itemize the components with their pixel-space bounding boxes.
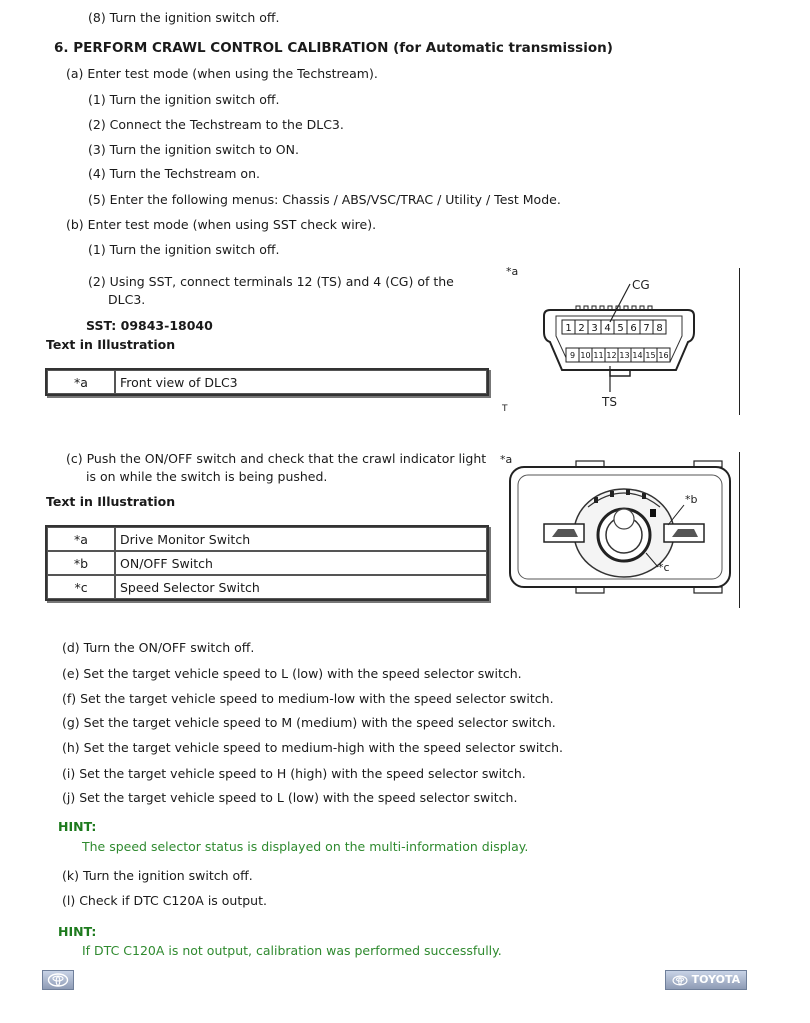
legend-table-dlc3: [45, 368, 489, 396]
label-cg: CG: [632, 278, 650, 292]
dlc3-pin-label: 3: [591, 323, 598, 334]
dlc3-connector-diagram: [498, 262, 728, 417]
legend-key: *a: [47, 527, 115, 551]
dlc3-pin-label: 10: [580, 351, 591, 360]
dlc3-pin-12: [605, 348, 618, 362]
dlc3-pin-11: [592, 348, 605, 362]
figure-marker-c: *c: [658, 561, 670, 574]
dlc3-pin-14: [631, 348, 644, 362]
dlc3-pin-label: 4: [604, 323, 611, 334]
step-text: (8) Turn the ignition switch off.: [88, 10, 280, 25]
step-c-text-cont: is on while the switch is being pushed.: [86, 469, 328, 484]
step-text: (i) Set the target vehicle speed to H (high) with the speed selector switch.: [62, 766, 526, 781]
illustration-heading: Text in Illustration: [46, 337, 176, 352]
dlc3-pin-label: 7: [643, 323, 650, 334]
legend-value: ON/OFF Switch: [115, 551, 487, 575]
dlc3-pin-13: [618, 348, 631, 362]
dlc3-pin-row-bottom: [566, 348, 670, 362]
step-a-item: (5) Enter the following menus: Chassis / ABS/VSC/TRAC / Utility / Test Mode.: [88, 192, 561, 207]
step-text: (h) Set the target vehicle speed to medium-high with the speed selector switch.: [62, 740, 563, 755]
dlc3-pin-label: 16: [658, 351, 669, 360]
step-text: (e) Set the target vehicle speed to L (low) with the speed selector switch.: [62, 666, 522, 681]
step-a-item: (4) Turn the Techstream on.: [88, 166, 260, 181]
sst-number: SST: 09843-18040: [86, 318, 213, 333]
dlc3-pin-9: [566, 348, 579, 362]
dlc3-pin-7: [640, 320, 653, 334]
toyota-label: TOYOTA: [691, 973, 741, 986]
dlc3-pin-6: [627, 320, 640, 334]
step-b-item: (1) Turn the ignition switch off.: [88, 242, 280, 257]
legend-table-switches: [45, 525, 489, 601]
figure-marker: *a: [506, 265, 519, 278]
dlc3-pin-label: 15: [645, 351, 656, 360]
step-b-item-cont: DLC3.: [108, 292, 146, 307]
step-b-title: (b) Enter test mode (when using SST check wire).: [66, 217, 377, 232]
legend-key: *b: [47, 551, 115, 575]
illustration-heading: Text in Illustration: [46, 494, 176, 509]
step-text: (g) Set the target vehicle speed to M (medium) with the speed selector switch.: [62, 715, 556, 730]
dlc3-pin-4: [601, 320, 614, 334]
figure-marker-b: *b: [685, 493, 698, 506]
legend-row: [47, 551, 487, 575]
dlc3-pin-label: 8: [656, 323, 663, 334]
dlc3-pin-5: [614, 320, 627, 334]
hint-label: HINT:: [58, 924, 97, 939]
drive-monitor-switch-diagram: [498, 447, 734, 609]
section-title: 6. PERFORM CRAWL CONTROL CALIBRATION (for Automatic transmission): [54, 40, 613, 56]
dlc3-pin-2: [575, 320, 588, 334]
toyota-logo-button[interactable]: [42, 970, 74, 990]
step-a-item: (3) Turn the ignition switch to ON.: [88, 142, 299, 157]
step-text: (f) Set the target vehicle speed to medium-low with the speed selector switch.: [62, 691, 554, 706]
legend-value: Drive Monitor Switch: [115, 527, 487, 551]
dlc3-pin-label: 13: [619, 351, 630, 360]
label-ts: TS: [602, 395, 617, 409]
step-a-item: (1) Turn the ignition switch off.: [88, 92, 280, 107]
step-text: (k) Turn the ignition switch off.: [62, 868, 253, 883]
step-text: (d) Turn the ON/OFF switch off.: [62, 640, 255, 655]
dlc3-pin-label: 14: [632, 351, 643, 360]
dlc3-pin-10: [579, 348, 592, 362]
dlc3-pin-label: 11: [593, 351, 604, 360]
dlc3-pin-label: 2: [578, 323, 585, 334]
dlc3-pin-row-top: [562, 320, 666, 334]
step-b-item: (2) Using SST, connect terminals 12 (TS) and 4 (CG) of the: [88, 274, 454, 289]
step-a-item: (2) Connect the Techstream to the DLC3.: [88, 117, 344, 132]
dlc3-pin-label: 1: [565, 323, 572, 334]
dlc3-pin-label: 5: [617, 323, 624, 334]
toyota-logo-icon: [47, 973, 69, 987]
dlc3-pin-15: [644, 348, 657, 362]
hint-text: If DTC C120A is not output, calibration was performed successfully.: [82, 943, 502, 958]
figure-marker-a: *a: [500, 453, 513, 466]
hint-label: HINT:: [58, 819, 97, 834]
legend-row: [47, 575, 487, 599]
dlc3-pin-label: 9: [569, 351, 576, 360]
step-text: (l) Check if DTC C120A is output.: [62, 893, 267, 908]
legend-value: Speed Selector Switch: [115, 575, 487, 599]
step-c-text: (c) Push the ON/OFF switch and check that the crawl indicator light: [66, 451, 487, 466]
legend-key: *c: [47, 575, 115, 599]
dlc3-pin-8: [653, 320, 666, 334]
legend-value: Front view of DLC3: [115, 370, 487, 394]
figure-border: [739, 268, 740, 415]
figure-corner-mark: T: [502, 404, 508, 414]
dlc3-pin-label: 6: [630, 323, 637, 334]
dlc3-pin-16: [657, 348, 670, 362]
legend-row: [47, 527, 487, 551]
toyota-logo-icon: [672, 975, 688, 986]
toyota-home-button[interactable]: [665, 970, 747, 990]
hint-text: The speed selector status is displayed on the multi-information display.: [82, 839, 529, 854]
dlc3-pin-label: 12: [606, 351, 617, 360]
legend-key: *a: [47, 370, 115, 394]
dlc3-pin-1: [562, 320, 575, 334]
step-a-title: (a) Enter test mode (when using the Techstream).: [66, 66, 378, 81]
step-text: (j) Set the target vehicle speed to L (low) with the speed selector switch.: [62, 790, 518, 805]
figure-border: [739, 452, 740, 608]
legend-row: [47, 370, 487, 394]
dlc3-pin-3: [588, 320, 601, 334]
